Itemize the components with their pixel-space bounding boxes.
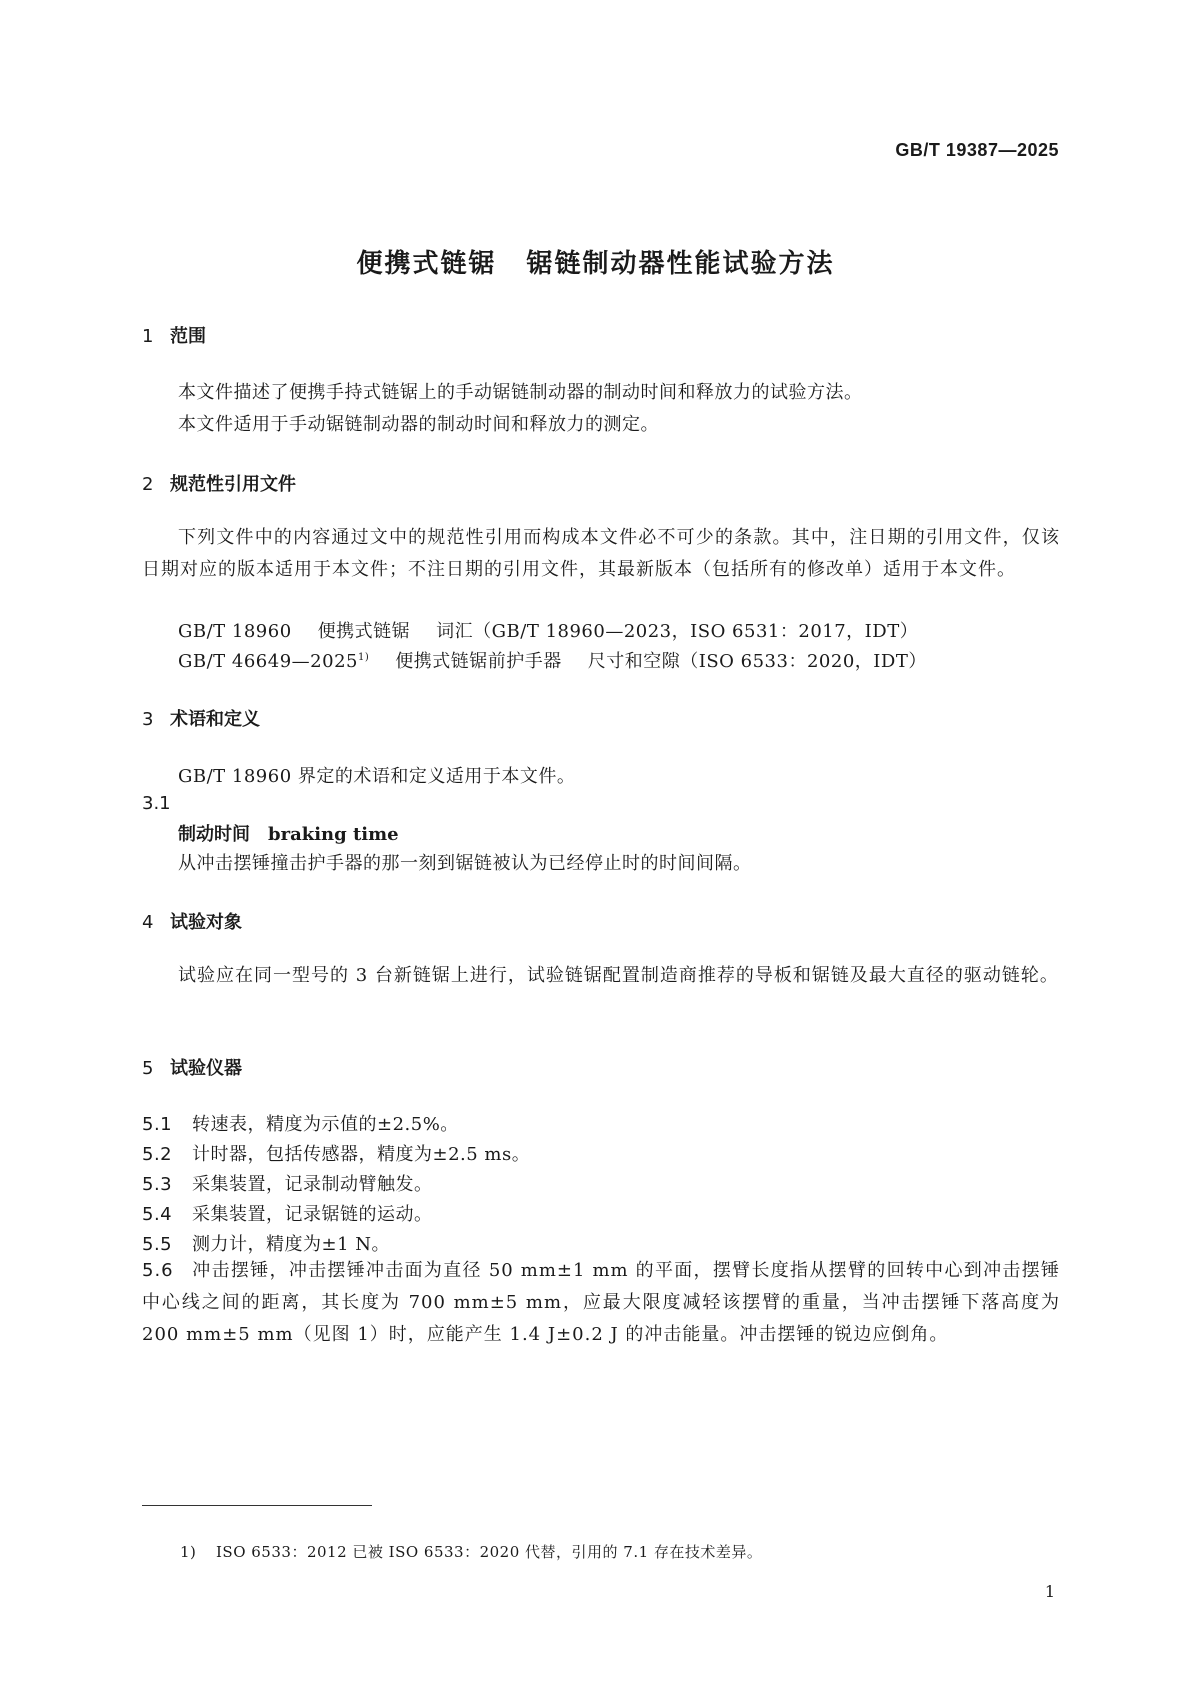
normative-reference-1: GB/T 18960 便携式链锯 词汇（GB/T 18960—2023，ISO 6531：2017，IDT） [178,621,919,642]
section-4-paragraph: 试验应在同一型号的 3 台新链锯上进行，试验链锯配置制造商推荐的导板和锯链及最大直径的驱动链轮。 [178,965,1059,986]
normative-reference-2: GB/T 46649—2025$^{1)}$ 便携式链锯前护手器 尺寸和空隙（ISO 6533：2020，IDT） [178,651,927,672]
section-4-heading: 4 试验对象 [142,912,242,933]
section-2-heading: 2 规范性引用文件 [142,474,296,495]
subclause-number: 3.1 [142,793,171,814]
standard-code: GB/T 19387—2025 [895,140,1059,160]
clause-5-1: 5.1 转速表，精度为示值的±2.5%。 [142,1114,459,1135]
title-part-1: 便携式链锯 [356,249,497,279]
document-title [0,243,1191,280]
section-2-paragraph: 下列文件中的内容通过文中的规范性引用而构成本文件必不可少的条款。其中，注日期的引用文件，仅该日期对应的版本适用于本文件；不注日期的引用文件，其最新版本（包括所有的修改单）适用于本文件。 [142,527,1060,580]
title-part-2: 锯链制动器性能试验方法 [526,249,835,279]
section-1-paragraph-2: 本文件适用于手动锯链制动器的制动时间和释放力的测定。 [178,414,659,435]
clause-5-6: 5.6 冲击摆锤，冲击摆锤冲击面为直径 50 mm±1 mm 的平面，摆臂长度指从摆臂的回转中心到冲击摆锤中心线之间的距离，其长度为 700 mm±5 mm，应最大限度减轻该摆臂的重量，当冲击摆锤下落高度为 200 mm±5 mm（见图 1）时，应能产生 1.4 J±0.2 J 的冲击能量。冲击摆锤的锐边应倒角。 [142,1260,1060,1345]
term-definition: 从冲击摆锤撞击护手器的那一刻到锯链被认为已经停止时的时间间隔。 [178,853,752,874]
term-entry: 制动时间 braking time [178,824,399,845]
page-number: 1 [1044,1582,1055,1601]
clause-5-2: 5.2 计时器，包括传感器，精度为±2.5 ms。 [142,1144,531,1165]
clause-5-3: 5.3 采集装置，记录制动臂触发。 [142,1174,433,1195]
section-5-heading: 5 试验仪器 [142,1058,242,1079]
section-1-heading: 1 范围 [142,326,206,347]
footnote: 1) ISO 6533：2012 已被 ISO 6533：2020 代替，引用的 7.1 存在技术差异。 [180,1543,763,1561]
clause-5-4: 5.4 采集装置，记录锯链的运动。 [142,1204,433,1225]
footnote-rule [142,1505,372,1506]
clause-5-5: 5.5 测力计，精度为±1 N。 [142,1234,391,1255]
section-3-heading: 3 术语和定义 [142,709,260,730]
section-3-paragraph: GB/T 18960 界定的术语和定义适用于本文件。 [178,766,576,787]
footnote-marker: 1) [357,652,370,663]
section-1-paragraph-1: 本文件描述了便携手持式链锯上的手动锯链制动器的制动时间和释放力的试验方法。 [178,382,863,403]
